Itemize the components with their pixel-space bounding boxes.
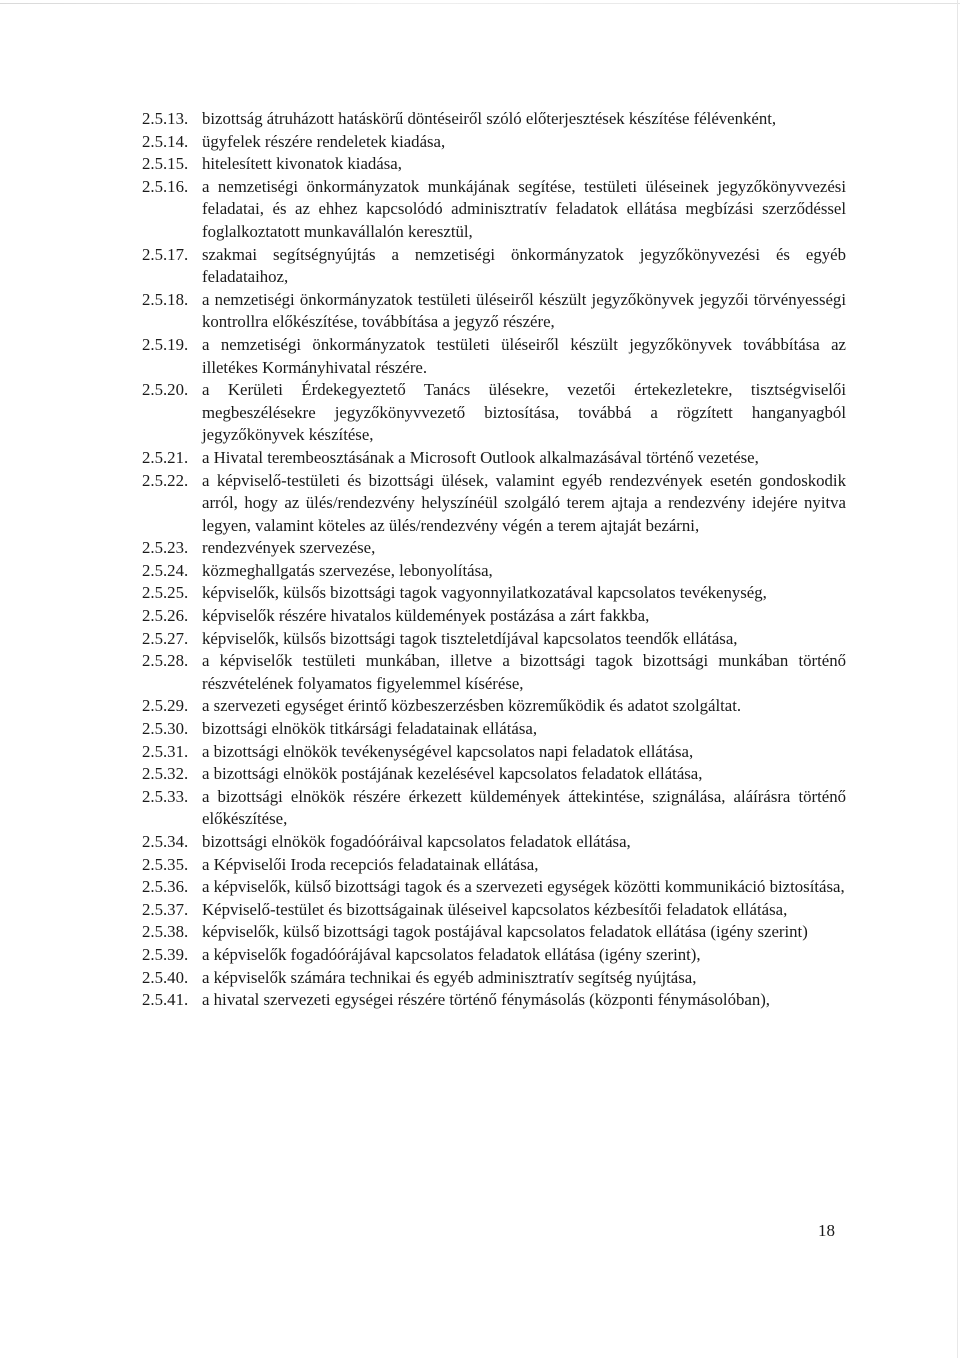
item-text: a bizottsági elnökök tevékenységével kapcsolatos napi feladatok ellátása, (202, 741, 694, 761)
list-item (142, 921, 846, 944)
item-text: a nemzetiségi önkormányzatok testületi üléseiről készült jegyzőkönyvek továbbítása az illetékes Kormányhivatal részére. (202, 334, 846, 377)
item-text: a képviselő-testületi és bizottsági ülések, valamint egyéb rendezvények esetén gondoskodik arról, hogy az ülés/rendezvény helyszínéül szolgáló terem ajtaja a rendezvény idejére nyitva legyen, valamint köteles az ülés/rendezvény végén a terem ajtaját bezárni, (202, 470, 846, 535)
item-number: 2.5.30. (142, 719, 189, 739)
item-text: képviselők, külső bizottsági tagok postájával kapcsolatos feladatok ellátása (igény szerint) (202, 922, 808, 942)
item-text: hitelesített kivonatok kiadása, (202, 154, 402, 174)
scan-edge-right (957, 0, 958, 1358)
list-item (142, 944, 846, 967)
item-number: 2.5.38. (142, 922, 189, 942)
item-text: szakmai segítségnyújtás a nemzetiségi önkormányzatok jegyzőkönyvezési és egyéb feladataihoz, (202, 244, 846, 287)
item-text: bizottsági elnökök titkársági feladatainak ellátása, (202, 719, 538, 739)
item-number: 2.5.15. (142, 154, 189, 174)
item-number: 2.5.23. (142, 538, 189, 558)
item-number: 2.5.31. (142, 741, 189, 761)
list-item (142, 831, 846, 854)
item-text: a szervezeti egységet érintő közbeszerzésben közreműködik és adatot szolgáltat. (202, 696, 742, 716)
item-number: 2.5.27. (142, 628, 189, 648)
item-number: 2.5.29. (142, 696, 189, 716)
item-text: képviselők részére hivatalos küldemények postázása a zárt fakkba, (202, 606, 650, 626)
list-item (142, 153, 846, 176)
numbered-task-list (142, 108, 846, 1012)
list-item (142, 176, 846, 244)
item-number: 2.5.22. (142, 470, 189, 490)
item-text: a hivatal szervezeti egységei részére történő fénymásolás (központi fénymásolóban), (202, 990, 770, 1010)
list-item (142, 379, 846, 447)
item-number: 2.5.13. (142, 109, 189, 128)
item-number: 2.5.24. (142, 560, 189, 580)
list-item (142, 447, 846, 470)
item-number: 2.5.33. (142, 786, 189, 806)
item-text: Képviselő-testület és bizottságainak üléseivel kapcsolatos kézbesítői feladatok ellátása, (202, 899, 788, 919)
item-text: a Kerületi Érdekegyeztető Tanács ülésekre, vezetői értekezletekre, tisztségviselői megbeszélésekre jegyzőkönyvvezető biztosítása, továbbá a rögzített hanganyagból jegyzőkönyvek készítése, (202, 380, 846, 445)
item-text: képviselők, külsős bizottsági tagok vagyonnyilatkozatával kapcsolatos tevékenység, (202, 583, 767, 603)
item-text: a nemzetiségi önkormányzatok testületi üléseiről készült jegyzőkönyvek jegyzői törvényességi kontrollra előkészítése, továbbítása a jegyző részére, (202, 289, 846, 332)
list-item (142, 628, 846, 651)
list-item (142, 470, 846, 538)
scan-edge-top (0, 3, 960, 4)
list-item (142, 244, 846, 289)
item-text: a képviselők testületi munkában, illetve a bizottsági tagok bizottsági munkában történő részvételének folyamatos figyelemmel kísérése, (202, 651, 846, 693)
list-item (142, 108, 846, 131)
item-number: 2.5.32. (142, 764, 189, 784)
item-text: a képviselők fogadóórájával kapcsolatos feladatok ellátása (igény szerint), (202, 944, 701, 964)
item-number: 2.5.34. (142, 832, 189, 851)
list-item (142, 989, 846, 1012)
item-number: 2.5.25. (142, 583, 189, 603)
list-item (142, 334, 846, 379)
item-number: 2.5.36. (142, 877, 189, 897)
list-item (142, 763, 846, 786)
list-item (142, 131, 846, 154)
list-item (142, 899, 846, 922)
item-text: a bizottsági elnökök postájának kezelésével kapcsolatos feladatok ellátása, (202, 764, 703, 784)
list-item (142, 582, 846, 605)
list-item (142, 289, 846, 334)
list-item (142, 876, 846, 899)
item-number: 2.5.35. (142, 854, 189, 874)
item-text: a képviselők, külső bizottsági tagok és a szervezeti egységek közötti kommunikáció biztosítása, (202, 877, 845, 897)
item-text: a Képviselői Iroda recepciós feladatainak ellátása, (202, 854, 539, 874)
item-text: bizottsági elnökök fogadóóráival kapcsolatos feladatok ellátása, (202, 832, 631, 851)
list-item (142, 786, 846, 831)
item-text: ügyfelek részére rendeletek kiadása, (202, 131, 446, 151)
item-number: 2.5.16. (142, 176, 189, 196)
item-text: a nemzetiségi önkormányzatok munkájának segítése, testületi üléseinek jegyzőkönyvvezési feladatai, és az ehhez kapcsolódó adminisztratív feladatok ellátása megbízási szerződéssel foglalkoztatott munkavállalón keresztül, (202, 176, 846, 241)
item-text: rendezvények szervezése, (202, 538, 376, 558)
item-text: a képviselők számára technikai és egyéb adminisztratív segítség nyújtása, (202, 967, 697, 987)
item-number: 2.5.26. (142, 606, 189, 626)
list-item (142, 605, 846, 628)
item-text: bizottság átruházott hatáskörű döntéseiről szóló előterjesztések készítése félévenként, (202, 109, 777, 128)
item-text: képviselők, külsős bizottsági tagok tiszteletdíjával kapcsolatos teendők ellátása, (202, 628, 738, 648)
item-number: 2.5.41. (142, 990, 189, 1010)
item-text: a Hivatal terembeosztásának a Microsoft Outlook alkalmazásával történő vezetése, (202, 447, 759, 467)
item-number: 2.5.37. (142, 899, 189, 919)
item-text: közmeghallgatás szervezése, lebonyolítása, (202, 560, 493, 580)
item-number: 2.5.19. (142, 334, 189, 354)
list-item (142, 695, 846, 718)
page-number: 18 (818, 1221, 835, 1240)
item-number: 2.5.14. (142, 131, 189, 151)
item-number: 2.5.28. (142, 651, 189, 671)
item-number: 2.5.39. (142, 944, 189, 964)
list-item (142, 741, 846, 764)
item-number: 2.5.17. (142, 244, 189, 264)
list-item (142, 718, 846, 741)
item-text: a bizottsági elnökök részére érkezett küldemények áttekintése, szignálása, aláírásra történő előkészítése, (202, 786, 846, 829)
item-number: 2.5.20. (142, 380, 189, 400)
list-item (142, 854, 846, 877)
list-item (142, 537, 846, 560)
list-item (142, 967, 846, 990)
item-number: 2.5.18. (142, 289, 189, 309)
item-number: 2.5.40. (142, 967, 189, 987)
item-number: 2.5.21. (142, 447, 189, 467)
list-item (142, 560, 846, 583)
list-item (142, 650, 846, 695)
